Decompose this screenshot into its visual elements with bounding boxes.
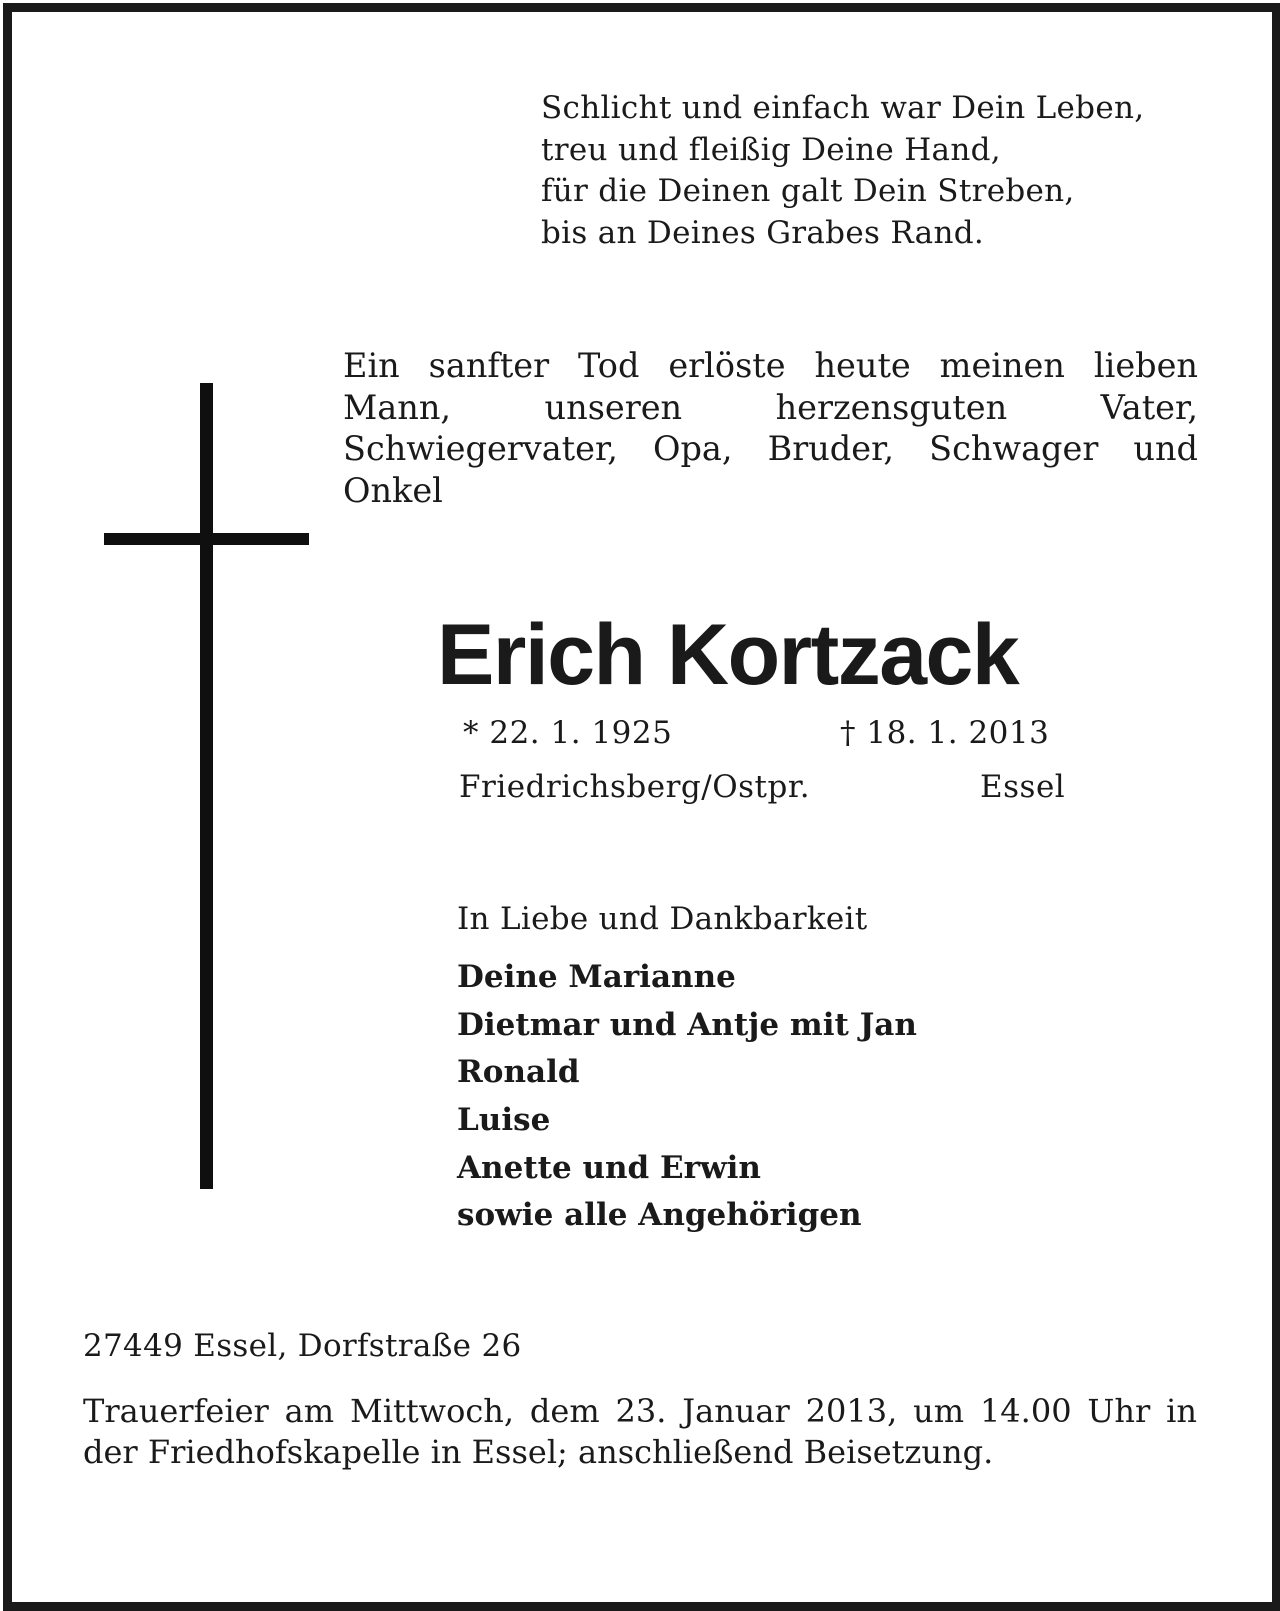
verse-line: Schlicht und einfach war Dein Leben, bbox=[541, 90, 1145, 126]
mourner-name: Anette und Erwin bbox=[457, 1149, 761, 1186]
mourner-name: Ronald bbox=[457, 1054, 580, 1091]
death-place: Essel bbox=[980, 769, 1066, 805]
mourner-name: Dietmar und Antje mit Jan bbox=[457, 1006, 917, 1043]
mourner-name: Deine Marianne bbox=[457, 959, 736, 995]
cross-symbol-horizontal-beam bbox=[104, 533, 309, 545]
mourners-list bbox=[457, 954, 917, 1240]
cross-symbol-vertical-beam bbox=[200, 383, 213, 1189]
mourner-name: sowie alle Angehörigen bbox=[457, 1197, 862, 1234]
verse-line: für die Deinen galt Dein Streben, bbox=[541, 173, 1075, 209]
memorial-verse bbox=[541, 88, 1144, 254]
family-address: 27449 Essel, Dorfstraße 26 bbox=[83, 1328, 522, 1364]
birth-date: * 22. 1. 1925 bbox=[463, 715, 673, 751]
birth-place: Friedrichsberg/Ostpr. bbox=[459, 769, 811, 805]
funeral-ceremony-notice: Trauerfeier am Mittwoch, dem 23. Januar 2013, um 14.00 Uhr in der Friedhofskapelle in Essel; anschließend Beisetzung. bbox=[83, 1392, 1197, 1471]
deceased-name: Erich Kortzack bbox=[437, 607, 1019, 703]
verse-line: bis an Deines Grabes Rand. bbox=[541, 214, 985, 251]
intro-paragraph: Ein sanfter Tod erlöste heute meinen lieben Mann, unseren herzensguten Vater, Schwiegervater, Opa, Bruder, Schwager und Onkel bbox=[343, 346, 1198, 510]
verse-line: treu und fleißig Deine Hand, bbox=[541, 131, 1001, 168]
death-date: † 18. 1. 2013 bbox=[840, 715, 1050, 751]
dedication-line: In Liebe und Dankbarkeit bbox=[457, 901, 868, 937]
mourner-name: Luise bbox=[457, 1102, 551, 1139]
